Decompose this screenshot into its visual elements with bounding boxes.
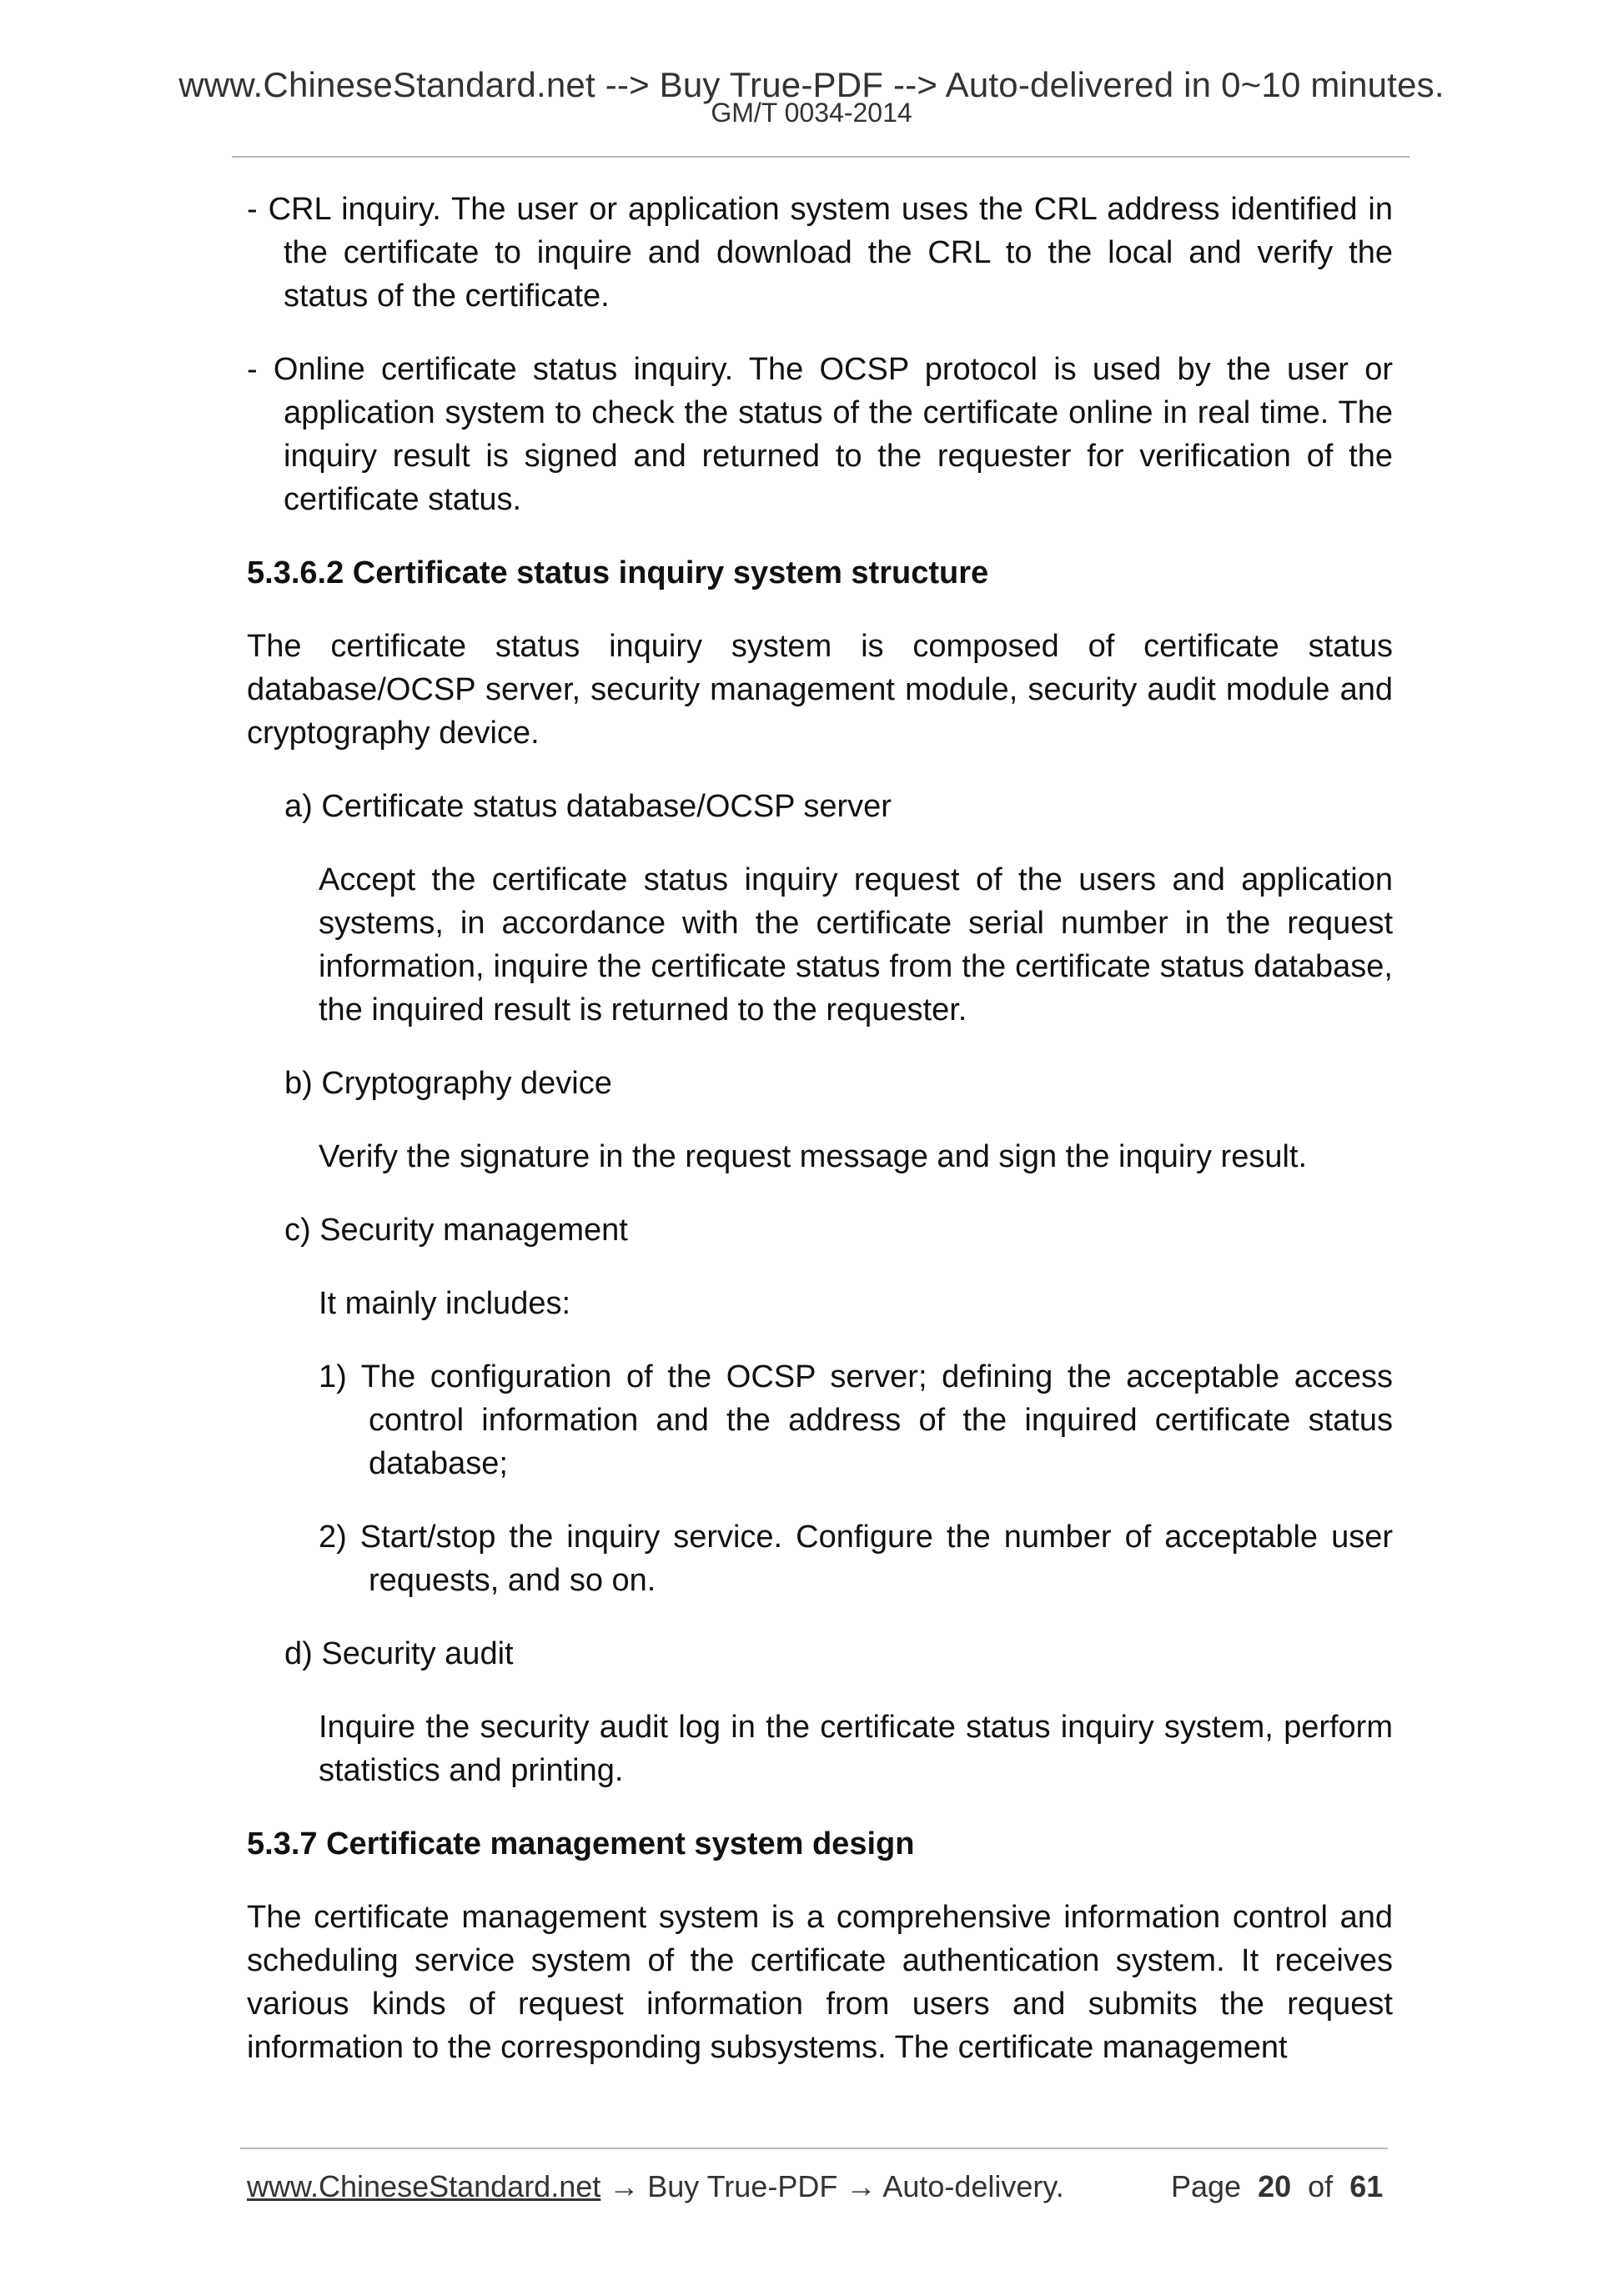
item-c-body: It mainly includes:	[319, 1286, 571, 1321]
item-c-label: c) Security management	[284, 1213, 628, 1248]
of-word: of	[1308, 2169, 1334, 2203]
item-d-body: Inquire the security audit log in the certificate status inquiry system, perform statistics and printing.	[319, 1710, 1393, 1788]
total-page-count: 61	[1349, 2169, 1384, 2203]
footer-site-link[interactable]: www.ChineseStandard.net	[247, 2169, 601, 2203]
bullet-crl-inquiry: - CRL inquiry. The user or application system uses the CRL address identified in the certificate to inquire and download the CRL to the local and verify the status of the certificate.	[247, 192, 1393, 314]
page-word: Page	[1171, 2169, 1242, 2203]
header-divider	[232, 156, 1409, 158]
item-a-body: Accept the certificate status inquiry request of the users and application systems, in accordance with the certificate serial number in the request information, inquire the certificate status from the certificate status database, the inquired result is returned to the requester.	[319, 862, 1393, 1027]
bullet-online-status-inquiry: - Online certificate status inquiry. The OCSP protocol is used by the user or application system to check the status of the certificate online in real time. The inquiry result is signed and returned to the requester for verification of the certificate status.	[247, 352, 1393, 517]
footer-left	[247, 2168, 1064, 2205]
document-body	[247, 188, 1393, 2099]
footer-delivery-text: → Buy True-PDF → Auto-delivery.	[600, 2169, 1064, 2203]
item-a-label: a) Certificate status database/OCSP server	[284, 789, 892, 824]
page-indicator	[1171, 2168, 1383, 2205]
current-page-number: 20	[1258, 2169, 1292, 2203]
footer-divider	[240, 2148, 1388, 2149]
item-d-label: d) Security audit	[284, 1636, 514, 1671]
item-c-sub-2: 2) Start/stop the inquiry service. Configure the number of acceptable user requests, and so on.	[319, 1520, 1393, 1598]
item-b-body: Verify the signature in the request message and sign the inquiry result.	[319, 1139, 1308, 1174]
section-heading-5-3-6-2: 5.3.6.2 Certificate status inquiry system structure	[247, 555, 989, 590]
header-standard-number: GM/T 0034-2014	[711, 98, 912, 128]
paragraph-certificate-management: The certificate management system is a comprehensive information control and scheduling service system of the certificate authentication system. It receives various kinds of request information from users and submits the request information to the corresponding subsystems. The certificate management	[247, 1900, 1393, 2065]
item-c-sub-1: 1) The configuration of the OCSP server; defining the acceptable access control information and the address of the inquired certificate status database;	[319, 1359, 1393, 1481]
header-title: www.ChineseStandard.net --> Buy True-PDF --> Auto-delivered in 0~10 minutes.	[178, 65, 1445, 104]
paragraph-system-structure: The certificate status inquiry system is composed of certificate status database/OCSP server, security management module, security audit module and cryptography device.	[247, 629, 1393, 751]
item-b-label: b) Cryptography device	[284, 1066, 612, 1101]
page-header	[0, 65, 1623, 127]
section-heading-5-3-7: 5.3.7 Certificate management system design	[247, 1826, 915, 1861]
